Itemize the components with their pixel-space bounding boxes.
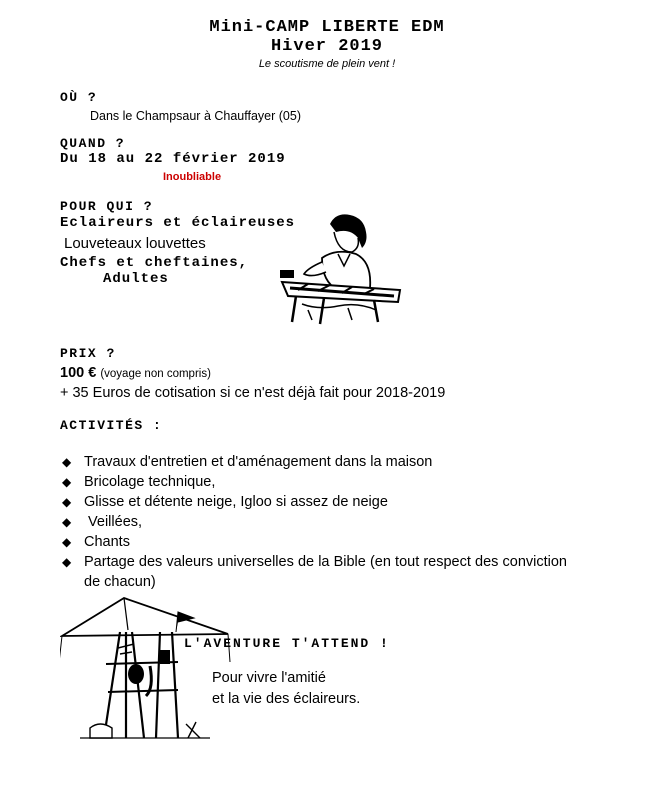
price-heading: PRIX ? xyxy=(60,346,116,361)
camp-tent-illustration xyxy=(60,592,232,742)
price-amount: 100 € xyxy=(60,365,97,381)
where-text: Dans le Champsaur à Chauffayer (05) xyxy=(90,109,301,123)
where-heading: OÙ ? xyxy=(60,90,98,105)
when-note: Inoubliable xyxy=(163,171,222,183)
when-dates: Du 18 au 22 février 2019 xyxy=(60,151,286,167)
who-line-4: Adultes xyxy=(103,271,169,287)
diamond-bullet-icon: ◆ xyxy=(62,495,72,509)
title-line-2: Hiver 2019 xyxy=(270,37,384,56)
activity-item: ◆ Bricolage technique, xyxy=(62,474,216,490)
activity-item: ◆ Glisse et détente neige, Igloo si assez de neige xyxy=(62,494,388,510)
tagline: Le scoutisme de plein vent ! xyxy=(258,58,396,70)
activity-item: ◆ Chants xyxy=(62,534,130,550)
diamond-bullet-icon: ◆ xyxy=(62,555,72,569)
activities-heading: ACTIVITÉS : xyxy=(60,418,163,433)
price-amount-note: (voyage non compris) xyxy=(100,368,211,380)
activity-item: ◆ Partage des valeurs universelles de la Bible (en tout respect des conviction de chacun) xyxy=(62,554,567,590)
diamond-bullet-icon: ◆ xyxy=(62,535,72,549)
diamond-bullet-icon: ◆ xyxy=(62,515,72,529)
price-amount-line xyxy=(60,365,211,381)
diamond-bullet-icon: ◆ xyxy=(62,475,72,489)
who-line-3: Chefs et cheftaines, xyxy=(60,255,249,271)
who-line-1: Eclaireurs et éclaireuses xyxy=(60,215,296,231)
activity-item: ◆ Travaux d'entretien et d'aménagement dans la maison xyxy=(62,454,433,470)
who-line-2: Louveteaux louvettes xyxy=(64,235,206,252)
title-line-1: Mini-CAMP LIBERTE EDM xyxy=(209,18,445,37)
activity-item: ◆ Veillées, xyxy=(62,514,143,530)
scout-working-illustration xyxy=(278,210,404,325)
when-heading: QUAND ? xyxy=(60,136,126,151)
footer-line-1: Pour vivre l'amitié xyxy=(212,670,326,686)
activities-list xyxy=(62,452,567,592)
adventure-slogan: L'AVENTURE T'ATTEND ! xyxy=(184,636,390,651)
footer-line-2: et la vie des éclaireurs. xyxy=(212,691,361,707)
price-extra: + 35 Euros de cotisation si ce n'est déjà fait pour 2018-2019 xyxy=(60,385,446,401)
diamond-bullet-icon: ◆ xyxy=(62,455,72,469)
who-heading: POUR QUI ? xyxy=(60,199,154,214)
